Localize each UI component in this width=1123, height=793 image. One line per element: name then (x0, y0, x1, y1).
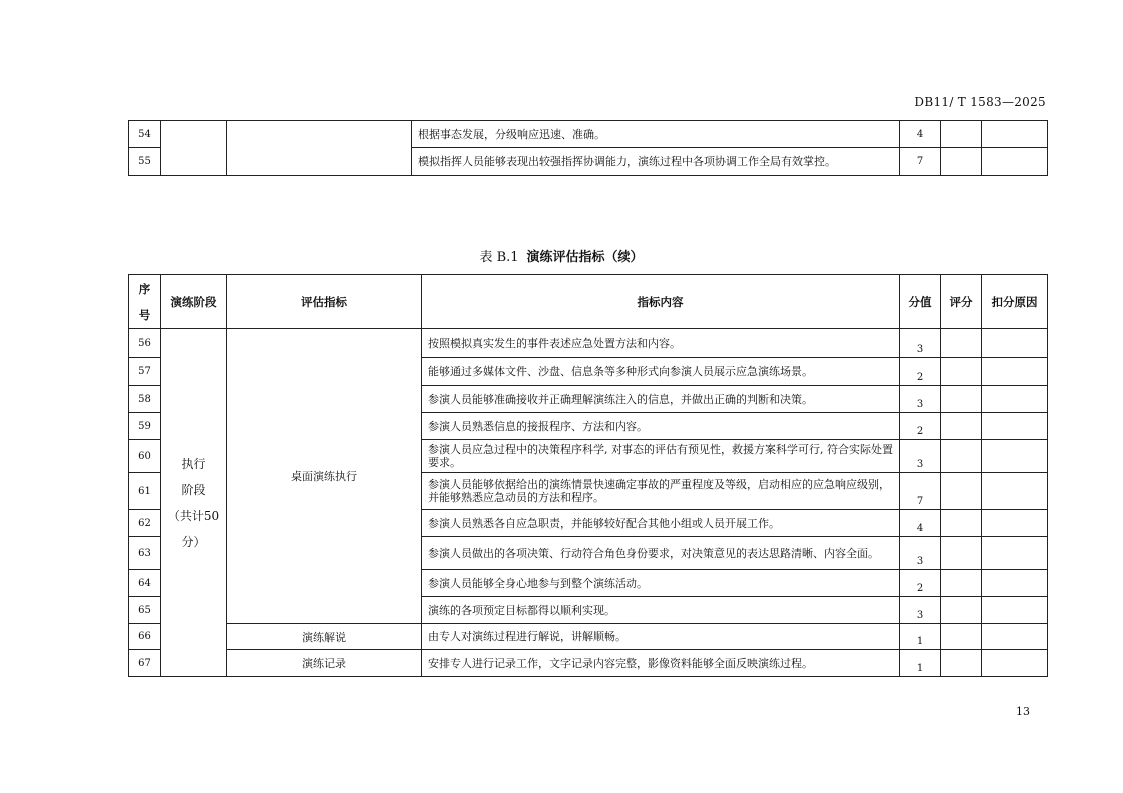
row-number: 66 (129, 624, 161, 650)
rating-cell[interactable] (941, 650, 982, 677)
indicator-commentary: 演练解说 (227, 624, 422, 650)
score-value: 2 (900, 570, 941, 597)
table-row (129, 329, 1048, 358)
rating-cell[interactable] (941, 473, 982, 510)
header-score: 分值 (900, 275, 941, 329)
rating-cell[interactable] (941, 570, 982, 597)
header-indicator: 评估指标 (227, 275, 422, 329)
indicator-content: 参演人员熟悉信息的接报程序、方法和内容。 (422, 413, 900, 440)
indicator-content: 能够通过多媒体文件、沙盘、信息条等多种形式向参演人员展示应急演练场景。 (422, 358, 900, 386)
table-row (129, 624, 1048, 650)
row-number: 63 (129, 537, 161, 570)
stage-cell (161, 121, 227, 176)
indicator-tabletop: 桌面演练执行 (227, 329, 422, 624)
row-number: 57 (129, 358, 161, 386)
row-number: 54 (129, 121, 161, 148)
rating-cell[interactable] (941, 413, 982, 440)
reason-cell[interactable] (982, 624, 1048, 650)
score-value: 3 (900, 386, 941, 413)
indicator-content: 参演人员能够依据给出的演练情景快速确定事故的严重程度及等级，启动相应的应急响应级别，并能够熟悉应急动员的方法和程序。 (422, 473, 900, 510)
table-caption-label: 表 B.1 (479, 250, 519, 265)
stage-cell (161, 329, 227, 677)
rating-cell[interactable] (941, 510, 982, 537)
indicator-content: 参演人员能够全身心地参与到整个演练活动。 (422, 570, 900, 597)
row-number: 58 (129, 386, 161, 413)
header-rating: 评分 (941, 275, 982, 329)
reason-cell[interactable] (982, 329, 1048, 358)
header-stage: 演练阶段 (161, 275, 227, 329)
indicator-content: 安排专人进行记录工作，文字记录内容完整，影像资料能够全面反映演练过程。 (422, 650, 900, 677)
header-reason: 扣分原因 (982, 275, 1048, 329)
reason-cell[interactable] (982, 386, 1048, 413)
reason-cell[interactable] (982, 358, 1048, 386)
score-value: 4 (900, 121, 941, 148)
score-value: 3 (900, 329, 941, 358)
page-number: 13 (1016, 705, 1030, 718)
score-value: 2 (900, 358, 941, 386)
row-number: 56 (129, 329, 161, 358)
rating-cell[interactable] (941, 386, 982, 413)
reason-cell[interactable] (982, 597, 1048, 624)
indicator-record: 演练记录 (227, 650, 422, 677)
table-header-row (129, 275, 1048, 329)
reason-cell[interactable] (982, 440, 1048, 473)
reason-cell[interactable] (982, 570, 1048, 597)
score-value: 3 (900, 597, 941, 624)
score-value: 1 (900, 650, 941, 677)
indicator-content: 模拟指挥人员能够表现出较强指挥协调能力，演练过程中各项协调工作全局有效掌控。 (412, 148, 900, 176)
rating-cell[interactable] (941, 358, 982, 386)
header-no-line2: 号 (138, 307, 151, 322)
indicator-cell (227, 121, 412, 176)
table-caption-title: 演练评估指标（续） (526, 250, 644, 265)
reason-cell[interactable] (982, 537, 1048, 570)
header-no (129, 275, 161, 329)
score-value: 3 (900, 440, 941, 473)
top-table (128, 120, 1048, 176)
table-caption (0, 246, 1123, 265)
header-content: 指标内容 (422, 275, 900, 329)
reason-cell[interactable] (982, 413, 1048, 440)
table-row (129, 121, 1048, 148)
header-no-line1: 序 (138, 281, 151, 296)
row-number: 67 (129, 650, 161, 677)
stage-line1: 执行 (181, 456, 206, 471)
reason-cell[interactable] (982, 148, 1048, 176)
indicator-content: 演练的各项预定目标都得以顺利实现。 (422, 597, 900, 624)
row-number: 60 (129, 440, 161, 473)
document-code: DB11/ T 1583—2025 (914, 95, 1046, 109)
reason-cell[interactable] (982, 510, 1048, 537)
row-number: 62 (129, 510, 161, 537)
table-row (129, 650, 1048, 677)
indicator-content: 参演人员能够准确接收并正确理解演练注入的信息，并做出正确的判断和决策。 (422, 386, 900, 413)
rating-cell[interactable] (941, 329, 982, 358)
row-number: 59 (129, 413, 161, 440)
rating-cell[interactable] (941, 121, 982, 148)
rating-cell[interactable] (941, 148, 982, 176)
row-number: 64 (129, 570, 161, 597)
indicator-content: 参演人员做出的各项决策、行动符合角色身份要求，对决策意见的表达思路清晰、内容全面。 (422, 537, 900, 570)
stage-line4: 分） (181, 534, 206, 549)
rating-cell[interactable] (941, 597, 982, 624)
row-number: 65 (129, 597, 161, 624)
rating-cell[interactable] (941, 440, 982, 473)
rating-cell[interactable] (941, 537, 982, 570)
indicator-content: 由专人对演练过程进行解说，讲解顺畅。 (422, 624, 900, 650)
score-value: 4 (900, 510, 941, 537)
stage-line3: （共计50 (167, 508, 220, 523)
row-number: 61 (129, 473, 161, 510)
reason-cell[interactable] (982, 121, 1048, 148)
indicator-content: 参演人员应急过程中的决策程序科学, 对事态的评估有预见性，救援方案科学可行, 符合实际处置要求。 (422, 440, 900, 473)
score-value: 2 (900, 413, 941, 440)
indicator-content: 根据事态发展，分级响应迅速、准确。 (412, 121, 900, 148)
indicator-content: 参演人员熟悉各自应急职责，并能够较好配合其他小组或人员开展工作。 (422, 510, 900, 537)
rating-cell[interactable] (941, 624, 982, 650)
score-value: 3 (900, 537, 941, 570)
reason-cell[interactable] (982, 650, 1048, 677)
evaluation-table (128, 274, 1048, 677)
stage-line2: 阶段 (181, 482, 206, 497)
score-value: 1 (900, 624, 941, 650)
reason-cell[interactable] (982, 473, 1048, 510)
score-value: 7 (900, 148, 941, 176)
score-value: 7 (900, 473, 941, 510)
row-number: 55 (129, 148, 161, 176)
indicator-content: 按照模拟真实发生的事件表述应急处置方法和内容。 (422, 329, 900, 358)
